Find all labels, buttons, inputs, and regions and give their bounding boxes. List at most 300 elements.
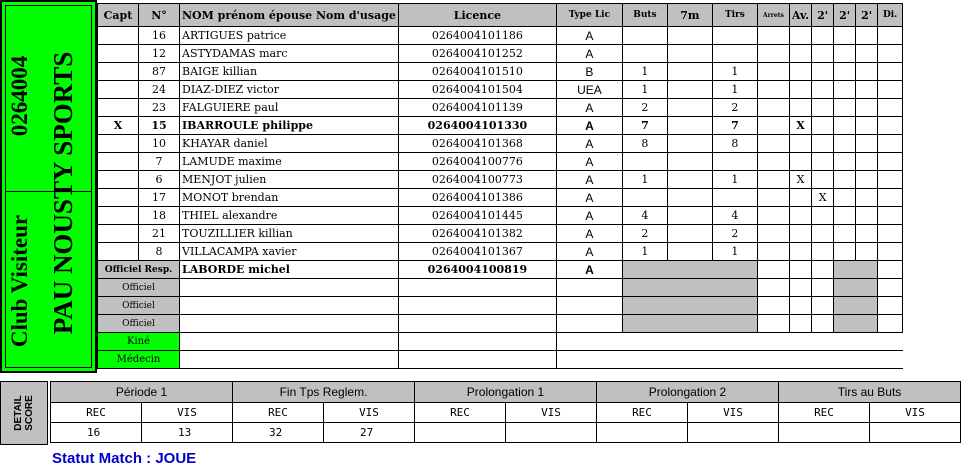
period-header: Prolongation 1 — [415, 382, 597, 403]
rec-score — [779, 423, 870, 443]
detail-label-line1: DETAIL — [13, 395, 24, 431]
player-di — [878, 243, 903, 261]
official-gray-block — [622, 279, 757, 297]
rec-label: REC — [415, 403, 506, 423]
player-2min-2 — [834, 189, 856, 207]
player-name: FALGUIERE paul — [180, 99, 399, 117]
player-2min-3 — [856, 63, 878, 81]
player-row — [98, 207, 903, 225]
header-licence: Licence — [398, 4, 556, 27]
player-di — [878, 45, 903, 63]
player-buts: 2 — [622, 225, 667, 243]
player-arrets — [757, 45, 789, 63]
official-role: Officiel — [98, 279, 180, 297]
rec-label: REC — [597, 403, 688, 423]
period-header: Tirs au Buts — [779, 382, 961, 403]
roster-table — [97, 3, 903, 369]
player-number: 6 — [139, 171, 180, 189]
player-type: A — [556, 153, 622, 171]
official-role: Officiel Resp. — [98, 261, 180, 279]
player-name: BAIGE killian — [180, 63, 399, 81]
player-2min-3 — [856, 207, 878, 225]
player-arrets — [757, 207, 789, 225]
player-7m — [667, 207, 712, 225]
official-cell — [757, 297, 789, 315]
player-name: THIEL alexandre — [180, 207, 399, 225]
rec-score: 16 — [51, 423, 142, 443]
player-name: DIAZ-DIEZ victor — [180, 81, 399, 99]
official-name — [180, 315, 399, 333]
player-tirs: 1 — [712, 243, 757, 261]
vis-label: VIS — [870, 403, 961, 423]
player-di — [878, 63, 903, 81]
player-di — [878, 153, 903, 171]
player-di — [878, 135, 903, 153]
player-2min-3 — [856, 99, 878, 117]
rec-score — [597, 423, 688, 443]
player-name: LAMUDE maxime — [180, 153, 399, 171]
vis-score — [870, 423, 961, 443]
player-di — [878, 81, 903, 99]
player-2min-3 — [856, 27, 878, 45]
player-name: VILLACAMPA xavier — [180, 243, 399, 261]
player-buts: 2 — [622, 99, 667, 117]
player-number: 24 — [139, 81, 180, 99]
player-name: MENJOT julien — [180, 171, 399, 189]
player-av — [789, 135, 811, 153]
player-licence: 0264004101510 — [398, 63, 556, 81]
player-number: 8 — [139, 243, 180, 261]
detail-label-line2: SCORE — [24, 395, 35, 431]
player-arrets — [757, 171, 789, 189]
staff-row — [98, 351, 903, 369]
player-2min-2 — [834, 243, 856, 261]
player-av — [789, 225, 811, 243]
player-7m — [667, 45, 712, 63]
player-type: UEA — [556, 81, 622, 99]
player-2min-1 — [812, 243, 834, 261]
official-licence — [398, 297, 556, 315]
roster-header-row — [98, 4, 903, 27]
player-arrets — [757, 189, 789, 207]
official-name — [180, 297, 399, 315]
player-capt — [98, 81, 139, 99]
player-2min-1 — [812, 63, 834, 81]
match-status: Statut Match : JOUE — [52, 450, 197, 467]
player-di — [878, 27, 903, 45]
player-number: 15 — [139, 117, 180, 135]
player-row — [98, 45, 903, 63]
player-7m — [667, 225, 712, 243]
player-tirs: 2 — [712, 225, 757, 243]
player-di — [878, 189, 903, 207]
player-di — [878, 225, 903, 243]
player-tirs: 7 — [712, 117, 757, 135]
player-tirs: 2 — [712, 99, 757, 117]
player-2min-3 — [856, 171, 878, 189]
player-buts: 4 — [622, 207, 667, 225]
player-7m — [667, 117, 712, 135]
staff-name — [180, 351, 399, 369]
header-type: Type Lic — [556, 4, 622, 27]
player-row — [98, 135, 903, 153]
player-type: B — [556, 63, 622, 81]
player-di — [878, 207, 903, 225]
player-arrets — [757, 243, 789, 261]
official-row — [98, 297, 903, 315]
player-2min-3 — [856, 153, 878, 171]
player-tirs: 8 — [712, 135, 757, 153]
rec-score: 32 — [233, 423, 324, 443]
player-7m — [667, 171, 712, 189]
player-type: A — [556, 99, 622, 117]
player-2min-2 — [834, 81, 856, 99]
player-licence: 0264004101382 — [398, 225, 556, 243]
player-name: IBARROULE philippe — [180, 117, 399, 135]
player-buts: 1 — [622, 81, 667, 99]
official-type — [556, 315, 622, 333]
player-buts — [622, 153, 667, 171]
official-gray-block — [622, 315, 757, 333]
player-type: A — [556, 171, 622, 189]
player-capt — [98, 207, 139, 225]
player-licence: 0264004101386 — [398, 189, 556, 207]
player-av — [789, 45, 811, 63]
player-2min-1: X — [812, 189, 834, 207]
player-tirs — [712, 153, 757, 171]
player-buts: 7 — [622, 117, 667, 135]
player-capt — [98, 225, 139, 243]
player-tirs: 1 — [712, 63, 757, 81]
vis-label: VIS — [688, 403, 779, 423]
player-row — [98, 99, 903, 117]
player-name: MONOT brendan — [180, 189, 399, 207]
player-2min-1 — [812, 117, 834, 135]
rec-label: REC — [51, 403, 142, 423]
player-buts: 1 — [622, 243, 667, 261]
header-7m: 7m — [667, 4, 712, 27]
player-type: A — [556, 189, 622, 207]
score-table — [50, 381, 961, 443]
player-capt — [98, 99, 139, 117]
official-cell — [757, 315, 789, 333]
official-gray-block — [834, 315, 878, 333]
player-tirs — [712, 45, 757, 63]
header-av: Av. — [789, 4, 811, 27]
player-number: 23 — [139, 99, 180, 117]
player-di — [878, 99, 903, 117]
player-capt: X — [98, 117, 139, 135]
official-name — [180, 279, 399, 297]
staff-role: Kiné — [98, 333, 180, 351]
player-2min-2 — [834, 135, 856, 153]
player-tirs: 1 — [712, 171, 757, 189]
player-2min-1 — [812, 135, 834, 153]
player-name: KHAYAR daniel — [180, 135, 399, 153]
player-row — [98, 225, 903, 243]
player-7m — [667, 189, 712, 207]
player-di — [878, 117, 903, 135]
player-2min-3 — [856, 117, 878, 135]
rec-label: REC — [779, 403, 870, 423]
player-licence: 0264004100773 — [398, 171, 556, 189]
official-type — [556, 279, 622, 297]
official-gray-block — [622, 297, 757, 315]
player-arrets — [757, 99, 789, 117]
player-type: A — [556, 27, 622, 45]
player-7m — [667, 135, 712, 153]
player-capt — [98, 171, 139, 189]
staff-licence — [398, 333, 556, 351]
player-7m — [667, 99, 712, 117]
official-gray-block — [834, 261, 878, 279]
player-arrets — [757, 81, 789, 99]
player-licence: 0264004101367 — [398, 243, 556, 261]
player-buts: 1 — [622, 171, 667, 189]
official-cell — [789, 279, 811, 297]
player-capt — [98, 153, 139, 171]
header-2min-3: 2' — [856, 4, 878, 27]
player-av — [789, 189, 811, 207]
header-2min-2: 2' — [834, 4, 856, 27]
player-name: ARTIGUES patrice — [180, 27, 399, 45]
player-2min-1 — [812, 171, 834, 189]
player-2min-2 — [834, 63, 856, 81]
header-di: Di. — [878, 4, 903, 27]
player-2min-3 — [856, 45, 878, 63]
official-gray-block — [834, 297, 878, 315]
player-name: TOUZILLIER killian — [180, 225, 399, 243]
detail-score — [0, 381, 970, 445]
player-type: A — [556, 243, 622, 261]
period-header: Prolongation 2 — [597, 382, 779, 403]
player-number: 7 — [139, 153, 180, 171]
player-licence: 0264004100776 — [398, 153, 556, 171]
official-licence: 0264004100819 — [398, 261, 556, 279]
period-header: Fin Tps Reglem. — [233, 382, 415, 403]
player-capt — [98, 45, 139, 63]
player-2min-3 — [856, 243, 878, 261]
header-2min-1: 2' — [812, 4, 834, 27]
club-name: PAU NOUSTY SPORTS — [48, 51, 78, 335]
player-arrets — [757, 27, 789, 45]
official-row — [98, 261, 903, 279]
player-av — [789, 27, 811, 45]
player-2min-3 — [856, 189, 878, 207]
player-type: A — [556, 225, 622, 243]
player-row — [98, 153, 903, 171]
player-arrets — [757, 63, 789, 81]
player-tirs — [712, 189, 757, 207]
player-av: X — [789, 171, 811, 189]
player-2min-2 — [834, 99, 856, 117]
player-arrets — [757, 153, 789, 171]
vis-label: VIS — [506, 403, 597, 423]
player-row — [98, 63, 903, 81]
score-values-row — [51, 423, 961, 443]
player-7m — [667, 27, 712, 45]
header-tirs: Tirs — [712, 4, 757, 27]
vis-score — [506, 423, 597, 443]
player-licence: 0264004101445 — [398, 207, 556, 225]
player-arrets — [757, 135, 789, 153]
header-capt: Capt — [98, 4, 139, 27]
detail-score-label — [0, 381, 48, 445]
official-gray-block — [834, 279, 878, 297]
player-type: A — [556, 45, 622, 63]
official-licence — [398, 315, 556, 333]
player-av — [789, 207, 811, 225]
player-row — [98, 189, 903, 207]
player-av — [789, 153, 811, 171]
vis-label: VIS — [142, 403, 233, 423]
staff-empty — [556, 333, 902, 351]
player-7m — [667, 243, 712, 261]
player-number: 17 — [139, 189, 180, 207]
club-panel — [0, 0, 97, 373]
vis-score: 27 — [324, 423, 415, 443]
player-2min-1 — [812, 225, 834, 243]
player-tirs — [712, 27, 757, 45]
official-gray-block — [622, 261, 757, 279]
club-code: 0264004 — [7, 55, 32, 137]
rec-label: REC — [233, 403, 324, 423]
official-cell — [789, 297, 811, 315]
player-type: A — [556, 135, 622, 153]
player-licence: 0264004101330 — [398, 117, 556, 135]
player-capt — [98, 63, 139, 81]
player-number: 16 — [139, 27, 180, 45]
player-capt — [98, 27, 139, 45]
staff-name — [180, 333, 399, 351]
player-row — [98, 81, 903, 99]
player-2min-1 — [812, 207, 834, 225]
official-type: A — [556, 261, 622, 279]
official-cell — [878, 315, 903, 333]
player-2min-2 — [834, 45, 856, 63]
player-2min-2 — [834, 27, 856, 45]
player-licence: 0264004101186 — [398, 27, 556, 45]
official-role: Officiel — [98, 297, 180, 315]
player-2min-3 — [856, 81, 878, 99]
player-number: 21 — [139, 225, 180, 243]
player-capt — [98, 189, 139, 207]
period-header: Période 1 — [51, 382, 233, 403]
vis-score: 13 — [142, 423, 233, 443]
player-av — [789, 81, 811, 99]
player-number: 10 — [139, 135, 180, 153]
official-cell — [757, 279, 789, 297]
player-av — [789, 99, 811, 117]
player-licence: 0264004101368 — [398, 135, 556, 153]
player-2min-2 — [834, 171, 856, 189]
player-arrets — [757, 225, 789, 243]
rec-score — [415, 423, 506, 443]
official-cell — [878, 297, 903, 315]
player-2min-2 — [834, 207, 856, 225]
staff-empty — [556, 351, 902, 369]
club-panel-inner — [5, 5, 92, 368]
player-2min-3 — [856, 225, 878, 243]
header-num: N° — [139, 4, 180, 27]
player-av — [789, 63, 811, 81]
player-2min-2 — [834, 153, 856, 171]
player-2min-1 — [812, 81, 834, 99]
player-av: X — [789, 117, 811, 135]
official-name: LABORDE michel — [180, 261, 399, 279]
player-row — [98, 117, 903, 135]
player-arrets — [757, 117, 789, 135]
player-licence: 0264004101139 — [398, 99, 556, 117]
player-capt — [98, 243, 139, 261]
official-cell — [812, 261, 834, 279]
player-buts — [622, 189, 667, 207]
header-nom: NOM prénom épouse Nom d'usage — [180, 4, 399, 27]
player-licence: 0264004101504 — [398, 81, 556, 99]
player-number: 18 — [139, 207, 180, 225]
official-row — [98, 315, 903, 333]
official-cell — [789, 315, 811, 333]
player-buts: 1 — [622, 63, 667, 81]
player-licence: 0264004101252 — [398, 45, 556, 63]
official-cell — [812, 297, 834, 315]
player-buts: 8 — [622, 135, 667, 153]
official-role: Officiel — [98, 315, 180, 333]
official-cell — [757, 261, 789, 279]
vis-label: VIS — [324, 403, 415, 423]
player-buts — [622, 27, 667, 45]
staff-licence — [398, 351, 556, 369]
player-7m — [667, 81, 712, 99]
official-licence — [398, 279, 556, 297]
staff-role: Médecin — [98, 351, 180, 369]
official-cell — [812, 279, 834, 297]
club-label: Club Visiteur — [7, 214, 32, 348]
player-row — [98, 27, 903, 45]
player-row — [98, 171, 903, 189]
official-cell — [789, 261, 811, 279]
player-tirs: 1 — [712, 81, 757, 99]
player-2min-1 — [812, 45, 834, 63]
player-capt — [98, 135, 139, 153]
staff-row — [98, 333, 903, 351]
player-number: 12 — [139, 45, 180, 63]
player-2min-3 — [856, 135, 878, 153]
player-name: ASTYDAMAS marc — [180, 45, 399, 63]
player-2min-2 — [834, 225, 856, 243]
player-2min-1 — [812, 27, 834, 45]
player-7m — [667, 63, 712, 81]
player-type: A — [556, 207, 622, 225]
official-cell — [878, 261, 903, 279]
player-2min-1 — [812, 153, 834, 171]
official-type — [556, 297, 622, 315]
player-buts — [622, 45, 667, 63]
period-header-row — [51, 382, 961, 403]
official-cell — [878, 279, 903, 297]
player-tirs: 4 — [712, 207, 757, 225]
player-di — [878, 171, 903, 189]
player-number: 87 — [139, 63, 180, 81]
header-arrets: Arrets — [757, 4, 789, 27]
player-av — [789, 243, 811, 261]
player-2min-1 — [812, 99, 834, 117]
vis-score — [688, 423, 779, 443]
player-type: A — [556, 117, 622, 135]
header-buts: Buts — [622, 4, 667, 27]
player-row — [98, 243, 903, 261]
player-2min-2 — [834, 117, 856, 135]
